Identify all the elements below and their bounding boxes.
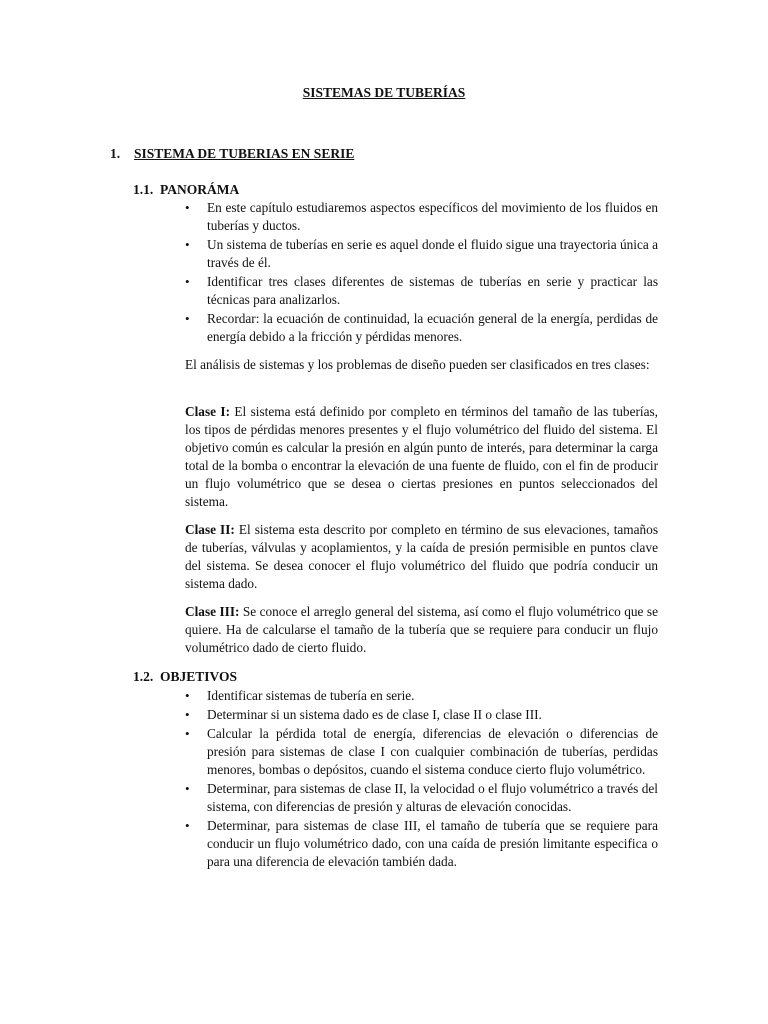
bullet-icon: • [185,200,190,215]
bullet-icon: • [185,688,190,703]
subsection-1-1-heading [133,181,239,199]
list-item: • En este capítulo estudiaremos aspectos específicos del movimiento de los fluidos en tuberías y ductos. [185,200,658,233]
section-1-number: 1. [110,146,121,161]
clase-1-label: Clase I: [185,404,231,419]
list-item: • Calcular la pérdida total de energía, diferencias de elevación o diferencias de presión para sistemas de clase I con cualquier combinación de tuberías, perdidas menores, bombas o depósitos, cuando el sistema conduce cierto flujo volumétrico. [185,726,658,777]
subsection-1-1-title: PANORÁMA [160,182,240,197]
clase-3-paragraph [185,603,658,657]
clase-2-label: Clase II: [185,522,235,537]
bullet-icon: • [185,274,190,289]
clase-3-text: Se conoce el arreglo general del sistema, así como el flujo volumétrico que se quiere. Ha de calcularse el tamaño de la tubería que se requiere para conducir un flujo volumétrico dado de cierto fluido. [185,604,658,655]
subsection-1-1-number: 1.1. [133,182,154,197]
bullet-icon: • [185,781,190,796]
clase-2-paragraph [185,521,658,593]
panorama-bullet-list [185,199,658,347]
list-item: • Recordar: la ecuación de continuidad, la ecuación general de la energía, perdidas de energía debido a la fricción y pérdidas menores. [185,311,658,344]
bullet-icon: • [185,818,190,833]
subsection-1-2-number: 1.2. [133,669,154,684]
subsection-1-2-title: OBJETIVOS [160,669,238,684]
list-item: • Identificar tres clases diferentes de sistemas de tuberías en serie y practicar las técnicas para analizarlos. [185,274,658,307]
objetivos-bullet-list [185,687,658,872]
list-item: • Identificar sistemas de tubería en serie. [185,688,415,703]
list-item: • Determinar, para sistemas de clase II, la velocidad o el flujo volumétrico a través del sistema, con diferencias de presión y alturas de elevación conocidas. [185,781,658,814]
clase-3-label: Clase III: [185,604,240,619]
list-item: • Un sistema de tuberías en serie es aquel donde el fluido sigue una trayectoria única a través de él. [185,237,658,270]
clase-2-text: El sistema esta descrito por completo en término de sus elevaciones, tamaños de tuberías, válvulas y acoplamientos, y la caída de presión permisible en puntos clave del sistema. Se desea conocer el flujo volumétrico del fluido que podría conducir un sistema dado. [185,522,659,591]
list-item: • Determinar, para sistemas de clase III, el tamaño de tubería que se requiere para conducir un flujo volumétrico dado, con una caída de presión limitante especifica o para una diferencia de elevación también dada. [185,818,658,869]
bullet-icon: • [185,707,190,722]
clase-1-text: El sistema está definido por completo en términos del tamaño de las tuberías, los tipos de pérdidas menores presentes y el flujo volumétrico del fluido del sistema. El objetivo común es calcular la presión en algún punto de interés, para determinar la carga total de la bomba o encontrar la elevación de una fuente de fluido, con el fin de producir un flujo volumétrico que se desea o ciertas presiones en puntos seleccionados del sistema. [185,404,659,509]
classification-intro: El análisis de sistemas y los problemas de diseño pueden ser clasificados en tres clases: [185,357,650,372]
bullet-icon: • [185,726,190,741]
clase-1-paragraph [185,403,658,511]
list-item: • Determinar si un sistema dado es de clase I, clase II o clase III. [185,707,542,722]
bullet-icon: • [185,311,190,326]
section-1-heading [110,145,354,163]
bullet-icon: • [185,237,190,252]
subsection-1-2-heading [133,668,237,686]
document-title: SISTEMAS DE TUBERÍAS [302,85,466,100]
section-1-title: SISTEMA DE TUBERIAS EN SERIE [134,146,355,161]
